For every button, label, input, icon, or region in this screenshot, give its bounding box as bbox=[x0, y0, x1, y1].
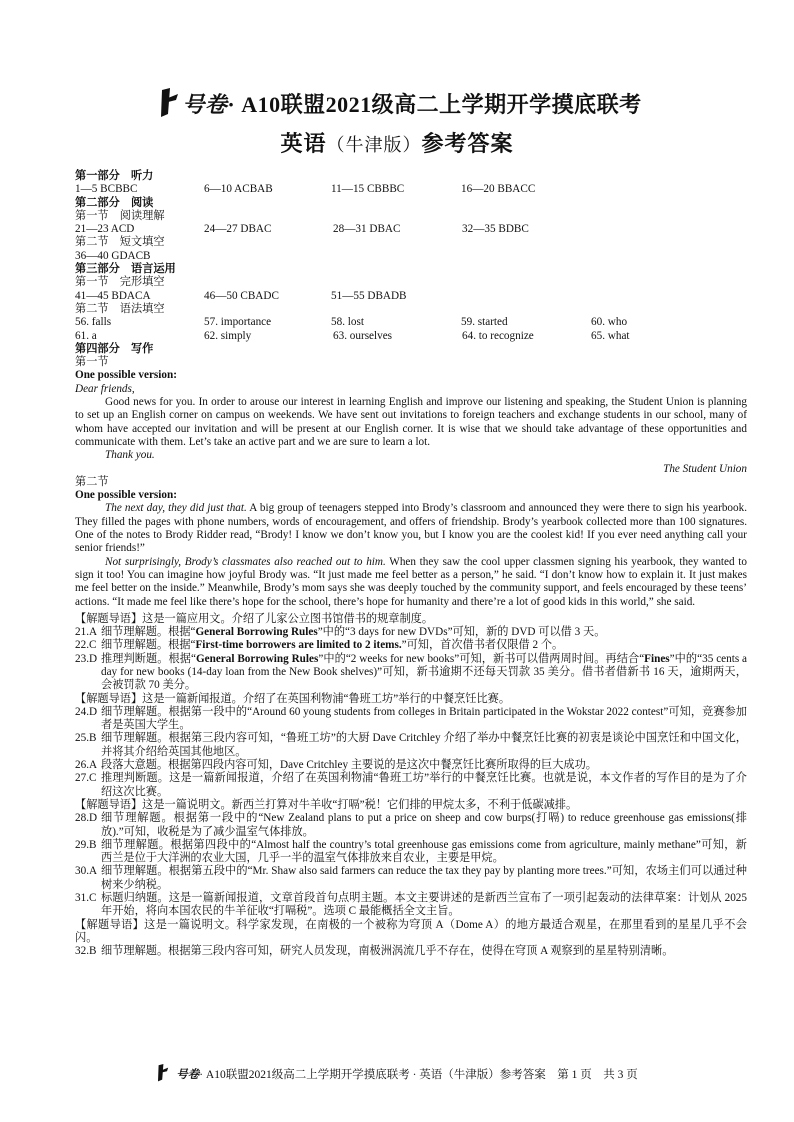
answer-group: 46—50 CBADC bbox=[204, 289, 279, 302]
model-label: One possible version: bbox=[75, 369, 177, 382]
subtitle-suffix: 参考答案 bbox=[421, 131, 514, 156]
text-fragment: ”中的“2 weeks for new books”可知，新书可以借两周时间。再结合“ bbox=[318, 652, 645, 665]
section-heading: 第一节 阅读理解 bbox=[75, 209, 165, 222]
answer-group: 51—55 DBADB bbox=[331, 289, 407, 302]
question-number: 31.C bbox=[75, 892, 97, 905]
explanations bbox=[75, 613, 747, 959]
brand-logo-icon bbox=[156, 1064, 172, 1082]
explanation-text: 细节理解题。根据第一段中的“New Zealand plans to put a price on sheep and cow burps(打嗝) to reduce greenhouse gas emissions(排放).”可知，收税是为了减少温室气体排放。 bbox=[101, 812, 747, 838]
section-heading: 第二节 语法填空 bbox=[75, 302, 165, 315]
grammar-answer: 65. what bbox=[591, 329, 630, 342]
quoted-heading: General Borrowing Rules bbox=[195, 626, 318, 639]
section-heading: 第二节 bbox=[75, 475, 109, 488]
question-number: 32.B bbox=[75, 945, 97, 958]
question-number: 21.A bbox=[75, 626, 98, 639]
grammar-answer: 59. started bbox=[461, 316, 508, 329]
explanation-item bbox=[75, 626, 747, 639]
grammar-answer: 63. ourselves bbox=[333, 329, 393, 342]
section-heading: 第一节 完形填空 bbox=[75, 276, 165, 289]
document-subtitle bbox=[0, 127, 794, 158]
answer-group: 1—5 BCBBC bbox=[75, 183, 138, 196]
explanation-text: 标题归纳题。这是一篇新闻报道，文章首段首句点明主题。本文主要讲述的是新西兰宣布了一项引起轰动的法律草案：计划从 2025 年开始，将向本国农民的牛羊征收“打嗝税”。选项 C 最能概括全文主旨。 bbox=[101, 892, 747, 918]
footer-brand: 号卷 bbox=[176, 1069, 200, 1081]
text-fragment: ”中的“35 cents a day for new books (14-day loan from the New Book shelves)”可知，新书逾期不还每天罚款 35 美分。借书者借新书 16 天，逾期两天，会被罚款 70 美分。 bbox=[101, 652, 748, 692]
letter-signature: The Student Union bbox=[663, 462, 747, 475]
grammar-answers-row bbox=[75, 330, 747, 343]
continuation-paragraph-1 bbox=[75, 502, 747, 555]
question-number: 26.A bbox=[75, 759, 98, 772]
footer-text: · A10联盟2021级高二上学期开学摸底联考 · 英语（牛津版）参考答案 第 1 页 共 3 页 bbox=[199, 1069, 638, 1081]
explanation-text: 细节理解题。根据第三段内容可知，“鲁班工坊”的大厨 Dave Critchley 介绍了举办中餐烹饪比赛的初衷是谈论中国烹饪和中国文化，并将其介绍给英国其他地区。 bbox=[101, 732, 747, 758]
answer-group: 24—27 DBAC bbox=[204, 223, 272, 236]
paragraph-body: A big group of teenagers stepped into Brody’s classroom and announced they were there to sign his yearbook. They filled the pages with phone numbers, words of encouragement, and offers of friendship. Brody’s yearbook collected more than 100 signatures. One of the notes to Brody Ridder read, “Brody! I know we don’t know you, but I know you are the coolest kid! If you ever need anything call your senior friends!” bbox=[75, 502, 747, 555]
section-heading: 第二节 短文填空 bbox=[75, 236, 165, 249]
question-number: 27.C bbox=[75, 772, 97, 785]
explanation-item bbox=[75, 732, 747, 759]
quoted-heading: General Borrowing Rules bbox=[195, 652, 319, 665]
text-fragment: ”中的“3 days for new DVDs”可知，新的 DVD 可以借 3 天。 bbox=[317, 626, 606, 639]
explanation-text: 细节理解题。根据第一段中的“Around 60 young students from colleges in Britain participated in the Wokstar 2022 contest”可知，竞赛参加者是英国大学生。 bbox=[101, 705, 747, 732]
explanation-item bbox=[75, 892, 747, 919]
part2-heading: 第二部分 阅读 bbox=[75, 196, 154, 209]
answer-group: 6—10 ACBAB bbox=[204, 183, 273, 196]
passage-guide: 【解题导语】这是一篇应用文。介绍了儿家公立图书馆借书的规章制度。 bbox=[75, 612, 434, 625]
reading-answers bbox=[75, 223, 747, 236]
grammar-answer: 64. to recognize bbox=[462, 329, 534, 342]
explanation-item bbox=[75, 759, 747, 772]
explanation-item bbox=[75, 772, 747, 799]
explanation-text bbox=[101, 626, 747, 639]
paragraph-lead: The next day, they did just that. bbox=[105, 502, 247, 515]
explanation-item bbox=[75, 839, 747, 866]
letter-closing: Thank you. bbox=[105, 449, 155, 462]
question-number: 30.A bbox=[75, 865, 98, 878]
question-number: 22.C bbox=[75, 639, 97, 652]
quoted-heading: First-time borrowers are limited to 2 items. bbox=[195, 639, 402, 652]
document-title bbox=[0, 88, 794, 119]
explanation-item bbox=[75, 639, 747, 652]
section-heading: 第一节 bbox=[75, 356, 109, 369]
grammar-answer: 57. importance bbox=[204, 316, 272, 329]
explanation-item bbox=[75, 653, 747, 693]
letter-body: Good news for you. In order to arouse our interest in learning English and improve our listening and speaking, the Student Union is planning to set up an English corner on campus on weekends. We have sent out invitations to foreign teachers and exchange students in our school, many of whom have accepted our invitation and will be present at our English corner. It is wise that we should take advantage of these opportunities and communicate with them. Let’s take an active part and we are sure to learn a lot. bbox=[75, 396, 747, 448]
answer-group: 28—31 DBAC bbox=[333, 223, 401, 236]
seven-choice-answers: 36—40 GDACB bbox=[75, 249, 151, 262]
brand-name: 号卷 bbox=[182, 92, 228, 117]
grammar-answers-row bbox=[75, 316, 747, 329]
passage-guide: 【解题导语】这是一篇说明文。科学家发现，在南极的一个被称为穹顶 A（Dome A）的地方最适合观星，在那里看到的星星几乎不会闪。 bbox=[75, 918, 747, 944]
model-label: One possible version: bbox=[75, 489, 177, 502]
answer-group: 16—20 BBACC bbox=[461, 183, 536, 196]
answer-group: 21—23 ACD bbox=[75, 223, 135, 236]
explanation-text: 细节理解题。根据第四段中的“Almost half the country’s total greenhouse gas emissions come from agriculture, mainly methane”可知，新西兰是位于大洋洲的农业大国，几乎一半的温室气体排放来自农业，主要是甲烷。 bbox=[101, 838, 747, 865]
cloze-answers bbox=[75, 290, 747, 303]
part4-heading: 第四部分 写作 bbox=[75, 342, 154, 355]
grammar-answer: 60. who bbox=[591, 316, 628, 329]
text-fragment: 推理判断题。根据“ bbox=[101, 652, 196, 665]
continuation-paragraph-2 bbox=[75, 556, 747, 609]
text-fragment: ”可知，首次借书者仅限借 2 个。 bbox=[401, 639, 564, 652]
page-footer bbox=[0, 1064, 794, 1082]
question-number: 28.D bbox=[75, 812, 98, 825]
paragraph-lead: Not surprisingly, Brody’s classmates also reached out to him. bbox=[105, 555, 386, 568]
quoted-heading: Fines bbox=[644, 652, 670, 665]
answer-group: 32—35 BDBC bbox=[462, 223, 529, 236]
explanation-text: 推理判断题。这是一篇新闻报道，介绍了在英国利物浦“鲁班工坊”举行的中餐烹饪比赛。也就是说，本文作者的写作目的是为了介绍这次比赛。 bbox=[101, 772, 747, 798]
part1-heading: 第一部分 听力 bbox=[75, 170, 154, 182]
explanation-text bbox=[101, 653, 747, 693]
explanation-item bbox=[75, 945, 747, 958]
grammar-answer: 61. a bbox=[75, 329, 97, 342]
grammar-answer: 58. lost bbox=[331, 316, 364, 329]
edition-label: （牛津版） bbox=[326, 135, 422, 155]
grammar-answer: 56. falls bbox=[75, 316, 112, 329]
answer-group: 11—15 CBBBC bbox=[331, 183, 405, 196]
explanation-text: 细节理解题。根据第五段中的“Mr. Shaw also said farmers can reduce the tax they pay by planting more trees.”可知，农场主们可以通过种树来少纳税。 bbox=[101, 865, 747, 891]
exam-title: · A10联盟2021级高二上学期开学摸底联考 bbox=[227, 92, 642, 117]
explanation-item bbox=[75, 812, 747, 839]
letter-salutation: Dear friends, bbox=[75, 382, 135, 395]
explanation-text: 段落大意题。根据第四段内容可知，Dave Critchley 主要说的是这次中餐烹饪比赛所取得的巨大成功。 bbox=[101, 759, 597, 772]
text-fragment: 细节理解题。根据“ bbox=[101, 639, 196, 652]
grammar-answer: 62. simply bbox=[204, 329, 252, 342]
question-number: 29.B bbox=[75, 838, 97, 851]
answer-content bbox=[75, 170, 747, 959]
explanation-text: 细节理解题。根据第三段内容可知，研究人员发现，南极洲涡流几乎不存在，使得在穹顶 A 观察到的星星特别清晰。 bbox=[101, 945, 674, 958]
explanation-text bbox=[101, 639, 747, 652]
passage-guide: 【解题导语】这是一篇新闻报道。介绍了在英国利物浦“鲁班工坊”举行的中餐烹饪比赛。 bbox=[75, 692, 511, 705]
question-number: 23.D bbox=[75, 652, 98, 665]
explanation-item bbox=[75, 865, 747, 892]
listening-answers bbox=[75, 183, 747, 196]
question-number: 24.D bbox=[75, 705, 98, 718]
question-number: 25.B bbox=[75, 732, 97, 745]
explanation-item bbox=[75, 706, 747, 733]
text-fragment: 细节理解题。根据“ bbox=[101, 626, 196, 639]
answer-group: 41—45 BDACA bbox=[75, 289, 151, 302]
subject-name: 英语 bbox=[280, 131, 327, 156]
part3-heading: 第三部分 语言运用 bbox=[75, 263, 176, 276]
paragraph-body: When they saw the cool upper classmen signing his yearbook, they wanted to sign it too! You can imagine how joyful Brody was. “It just made me feel better as a person,” he said. “I don’t know how to explain it. It just makes me feel better on the inside.” Meanwhile, Brody’s mom says she was deeply touched by the community support, and feels encouraged by these teens’ actions. “It made me feel like there’s hope for the school, there’s hope for humanity and there’re a lot of good kids in this world,” she said. bbox=[75, 555, 747, 608]
passage-guide: 【解题导语】这是一篇说明文。新西兰打算对牛羊收“打嗝”税！它们排的甲烷太多，不利于低碳减排。 bbox=[75, 798, 578, 811]
